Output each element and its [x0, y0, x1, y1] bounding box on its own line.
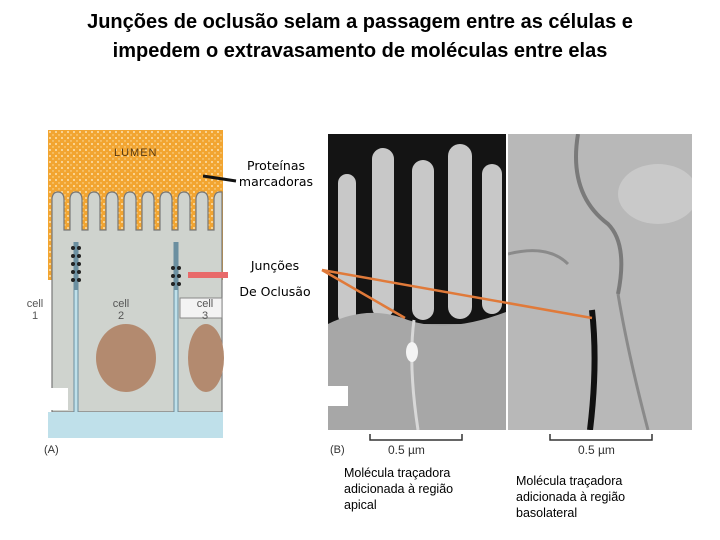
panel-b-tag: (B) [330, 444, 345, 456]
cell-2-label: cell 2 [112, 298, 130, 322]
scale-left-label: 0.5 µm [388, 443, 425, 457]
proteins-pointer [203, 176, 236, 181]
caption-basolateral: Molécula traçadora adicionada à região basolateral [516, 474, 626, 520]
lumen-label: LUMEN [114, 147, 158, 159]
caption-apical: Molécula traçadora adicionada à região apical [344, 466, 454, 512]
label-junctions-line-1: Junções [250, 258, 300, 273]
title-line-2: impedem o extravasamento de moléculas entre elas [112, 40, 608, 62]
label-junctions-line-2: De Oclusão [239, 284, 311, 299]
title-line-1: Junções de oclusão selam a passagem entre as células e [87, 11, 633, 33]
cell-1-label: cell 1 [26, 298, 44, 322]
scale-right-label: 0.5 µm [578, 443, 615, 457]
panel-a-tag: (A) [44, 444, 59, 456]
label-proteins: Proteínas marcadoras [230, 158, 322, 190]
cell-3-label: cell 3 [196, 298, 214, 322]
